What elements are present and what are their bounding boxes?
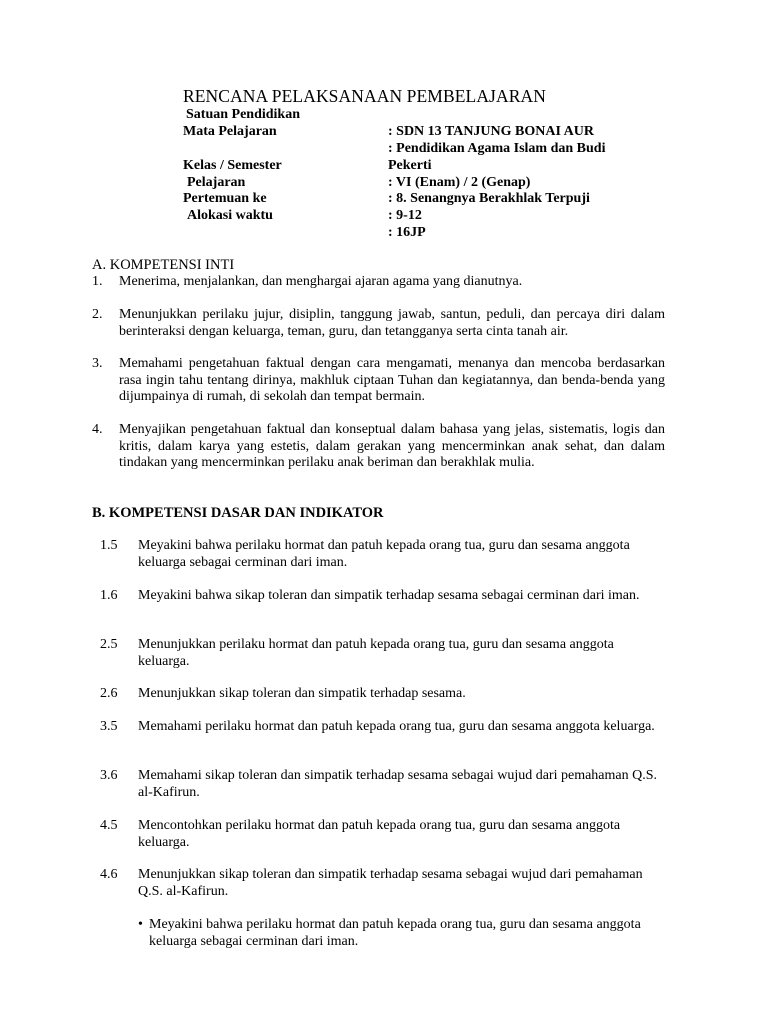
ki-text: Memahami pengetahuan faktual dengan cara mengamati, menanya dan mencoba berdasarkan rasa ingin tahu tentang dirinya, makhluk ciptaan Tuhan dan kegiatannya, dan benda-benda yang dijumpainya di rumah, di sekolah dan tempat bermain. [119, 356, 665, 405]
kd-number: 4.5 [100, 818, 118, 833]
kd-number: 3.5 [100, 719, 118, 734]
header-value-kelas: : VI (Enam) / 2 (Genap) [388, 175, 531, 190]
kd-item [100, 686, 665, 703]
header-label-mapel: Mata Pelajaran [183, 124, 277, 139]
ki-number: 1. [92, 274, 103, 289]
kd-item [100, 768, 665, 801]
kd-number: 1.5 [100, 538, 118, 553]
kd-number: 4.6 [100, 867, 118, 882]
kd-number: 2.5 [100, 637, 118, 652]
kd-text: Menunjukkan perilaku hormat dan patuh kepada orang tua, guru dan sesama anggota keluarga. [138, 637, 614, 669]
kd-text: Memahami perilaku hormat dan patuh kepada orang tua, guru dan sesama anggota keluarga. [138, 719, 655, 734]
indicator-text: Meyakini bahwa perilaku hormat dan patuh kepada orang tua, guru dan sesama anggota keluarga sebagai cerminan dari iman. [149, 917, 641, 949]
kd-item [100, 818, 665, 851]
ki-item [92, 307, 665, 340]
header-label-satuan: Satuan Pendidikan [186, 107, 300, 122]
kd-item [100, 588, 665, 605]
header-label-pertemuan: Pertemuan ke [183, 191, 267, 206]
indicator-bullet-item [138, 917, 665, 950]
section-a-heading: A. KOMPETENSI INTI [92, 257, 235, 273]
bullet-icon: • [138, 917, 143, 932]
kd-text: Menunjukkan sikap toleran dan simpatik terhadap sesama sebagai wujud dari pemahaman Q.S. al-Kafirun. [138, 867, 643, 899]
kd-text: Mencontohkan perilaku hormat dan patuh kepada orang tua, guru dan sesama anggota keluarga. [138, 818, 621, 850]
kd-number: 2.6 [100, 686, 118, 701]
header-label-pelajaran: Pelajaran [187, 175, 246, 190]
header-value-pertemuan: : 9-12 [388, 208, 422, 223]
header-value-mapel-cont: Pekerti [388, 158, 432, 173]
section-b-heading: B. KOMPETENSI DASAR DAN INDIKATOR [92, 505, 384, 521]
ki-text: Menerima, menjalankan, dan menghargai ajaran agama yang dianutnya. [119, 274, 523, 289]
header-label-kelas: Kelas / Semester [183, 158, 282, 173]
kd-number: 3.6 [100, 768, 118, 783]
kd-text: Meyakini bahwa perilaku hormat dan patuh kepada orang tua, guru dan sesama anggota keluarga sebagai cerminan dari iman. [138, 538, 630, 570]
ki-number: 4. [92, 422, 103, 437]
kd-text: Memahami sikap toleran dan simpatik terhadap sesama sebagai wujud dari pemahaman Q.S. al-Kafirun. [138, 768, 658, 800]
kd-item [100, 867, 665, 900]
kd-item [100, 637, 665, 670]
ki-item [92, 274, 665, 291]
ki-text: Menyajikan pengetahuan faktual dan konseptual dalam bahasa yang jelas, sistematis, logis dan kritis, dalam karya yang estetis, dalam gerakan yang mencerminkan anak sehat, dan dalam tindakan yang mencerminkan perilaku anak beriman dan berakhlak mulia. [119, 422, 665, 471]
kd-text: Menunjukkan sikap toleran dan simpatik terhadap sesama. [138, 686, 466, 701]
header-value-alokasi: : 16JP [388, 225, 426, 240]
header-value-pelajaran: : 8. Senangnya Berakhlak Terpuji [388, 191, 590, 206]
ki-text: Menunjukkan perilaku jujur, disiplin, tanggung jawab, santun, peduli, dan percaya diri dalam berinteraksi dengan keluarga, teman, guru, dan tetangganya serta cinta tanah air. [119, 307, 665, 339]
document-title: RENCANA PELAKSANAAN PEMBELAJARAN [183, 86, 546, 106]
header-value-mapel: : Pendidikan Agama Islam dan Budi [388, 141, 606, 156]
ki-number: 2. [92, 307, 103, 322]
header-value-satuan: : SDN 13 TANJUNG BONAI AUR [388, 124, 595, 139]
kd-text: Meyakini bahwa sikap toleran dan simpatik terhadap sesama sebagai cerminan dari iman. [138, 588, 640, 603]
kd-item [100, 719, 665, 736]
ki-item [92, 356, 665, 406]
kd-item [100, 538, 665, 571]
ki-item [92, 422, 665, 472]
ki-number: 3. [92, 356, 103, 371]
header-label-alokasi: Alokasi waktu [187, 208, 273, 223]
kd-number: 1.6 [100, 588, 118, 603]
